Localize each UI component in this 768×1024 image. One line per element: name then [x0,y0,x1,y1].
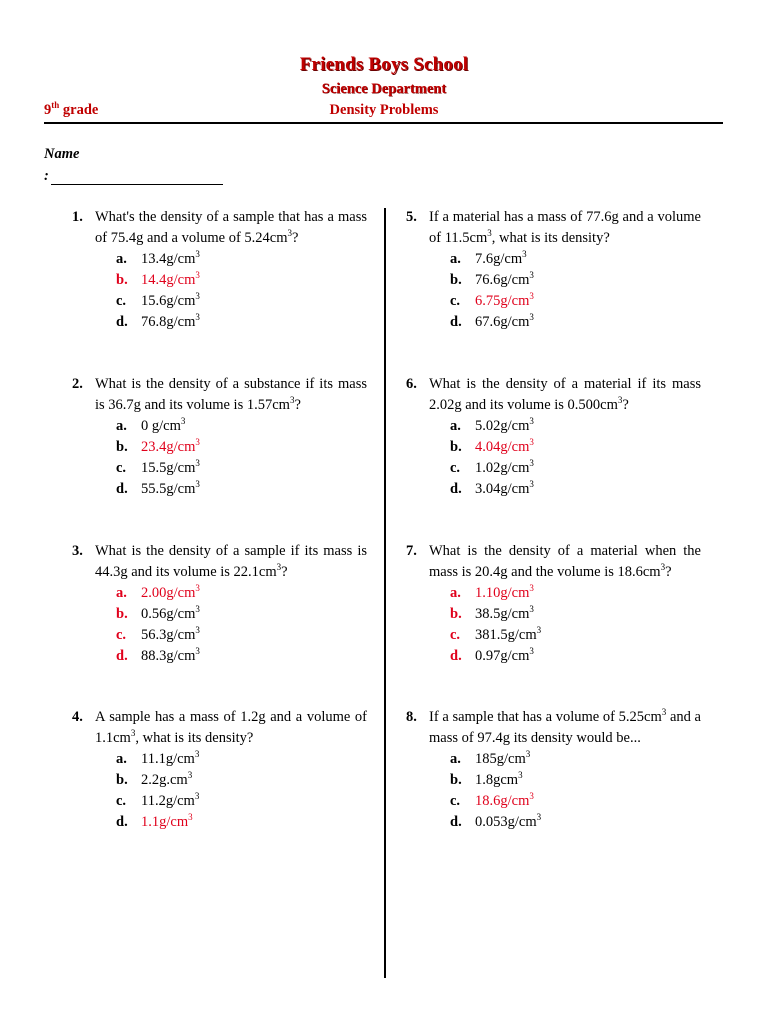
option-b: b. 1.8gcm$^3$ [450,770,523,788]
question-text: If a sample that has a volume of $5.25cm^3$ and a mass of 97.4g its density would be... [429,707,701,746]
question-text: If a material has a mass of 77.6g and a volume of $11.5cm^3$, what is its density? [429,209,701,246]
option-b: b. $0.56g/cm^3$ [116,604,200,622]
option-d: d. $3.04g/cm^3$ [450,479,534,497]
option-d: d. $0.97g/cm^3$ [450,646,534,664]
question-text: A sample has a mass of 1.2g and a volume of $1.1cm^3$, what is its density? [95,709,367,746]
option-d: d. $67.6g/cm^3$ [450,312,534,330]
option-b: b. $76.6g/cm^3$ [450,270,534,288]
option-b: b. $4.04g/cm^3$ [450,437,534,455]
option-b: b. $2.2g.cm^3$ [116,770,193,788]
name-colon: : [44,168,49,184]
question-text: What is the density of a substance if its mass is 36.7g and its volume is $1.57cm^3$? [95,376,367,413]
answer-options [95,249,367,333]
option-c: c. $56.3g/cm^3$ [116,625,200,643]
option-a: a. $185g/cm^3$ [450,749,531,767]
option-c: c. $11.2g/cm^3$ [116,791,200,809]
option-b: b. $23.4g/cm^3$ [116,437,200,455]
header-rule [44,122,723,124]
department-name: Science Department [321,81,447,97]
school-name: Friends Boys School [299,54,469,75]
option-a: a. 0 $g/cm^3$ [116,416,186,434]
answer-options [429,583,701,667]
question-3 [72,541,367,667]
grade-word: grade [62,102,99,118]
question-1 [72,207,367,333]
answer-options [95,583,367,667]
question-number: 6. [406,376,417,392]
option-c: c. $381.5g/cm^3$ [450,625,542,643]
question-7 [406,541,701,667]
option-a: a. $11.1g/cm^3$ [116,749,200,767]
question-text: What is the density of a material when the mass is 20.4g and the volume is $18.6cm^3$? [429,543,701,580]
grade-suffix: th [51,100,60,111]
name-blank-line [51,169,223,185]
name-field [44,168,223,185]
question-5 [406,207,701,333]
question-number: 8. [406,709,417,725]
question-8 [406,707,701,833]
option-c: c. $15.5g/cm^3$ [116,458,200,476]
option-a: a. $13.4g/cm^3$ [116,249,200,267]
answer-options [95,749,367,833]
question-number: 5. [406,209,417,225]
question-number: 7. [406,543,417,559]
question-text: What is the density of a material if its mass 2.02g and its volume is $0.500cm^3$? [429,376,701,413]
question-6 [406,374,701,500]
column-divider [384,208,386,978]
option-c: c. $18.6g/cm^3$ [450,791,534,809]
answer-options [95,416,367,500]
option-a: a. $2.00g/cm^3$ [116,583,200,601]
option-c: c. $1.02g/cm^3$ [450,458,534,476]
option-d: d. $1.1g/cm^3$ [116,812,193,830]
answer-options [429,749,701,833]
question-4 [72,707,367,833]
answer-options [429,416,701,500]
question-text: What's the density of a sample that has a mass of 75.4g and a volume of $5.24cm^3$? [95,209,367,246]
answer-options [429,249,701,333]
worksheet-topic: Density Problems [329,102,439,118]
name-label: Name [44,146,80,162]
question-number: 4. [72,709,83,725]
question-number: 3. [72,543,83,559]
question-number: 1. [72,209,83,225]
grade-number: 9 [44,102,52,118]
option-d: d. $0.053g/cm^3$ [450,812,542,830]
option-d: d. $55.5g/cm^3$ [116,479,200,497]
question-number: 2. [72,376,83,392]
option-c: c. $15.6g/cm^3$ [116,291,200,309]
option-a: a. $7.6g/cm^3$ [450,249,527,267]
option-d: d. $88.3g/cm^3$ [116,646,200,664]
option-c: c. $6.75g/cm^3$ [450,291,534,309]
option-b: b. $14.4g/cm^3$ [116,270,200,288]
option-a: a. $5.02g/cm^3$ [450,416,534,434]
option-b: b. $38.5g/cm^3$ [450,604,534,622]
question-text: What is the density of a sample if its mass is 44.3g and its volume is $22.1cm^3$? [95,543,367,580]
option-a: a. $1.10g/cm^3$ [450,583,534,601]
option-d: d. $76.8g/cm^3$ [116,312,200,330]
question-2 [72,374,367,500]
